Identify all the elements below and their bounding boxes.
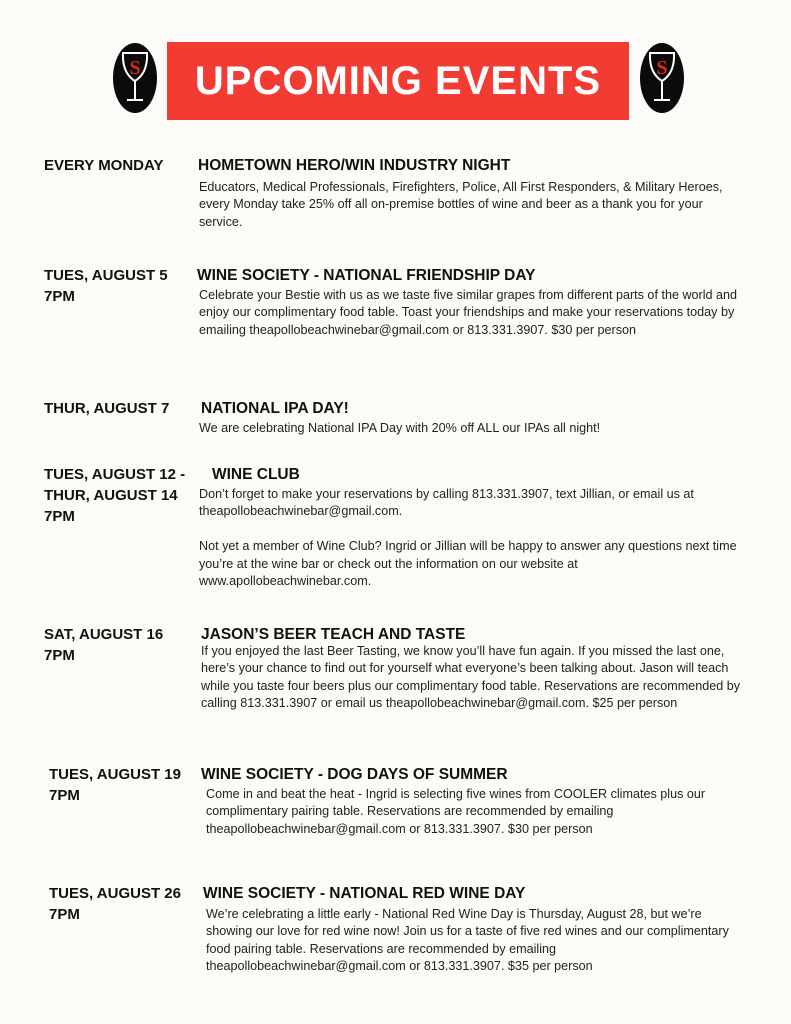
event-date: TUES, AUGUST 12 - THUR, AUGUST 14 7PM xyxy=(44,466,186,525)
event-title: WINE SOCIETY - NATIONAL FRIENDSHIP DAY xyxy=(197,267,536,284)
event-date: THUR, AUGUST 7 xyxy=(44,400,170,417)
event-title: WINE SOCIETY - DOG DAYS OF SUMMER xyxy=(201,766,508,783)
logo-letter: S xyxy=(656,57,668,79)
event-description: We’re celebrating a little early - National Red Wine Day is Thursday, August 28, but we’re showing our love for red wine now! Join us for a taste of five red wines and our complimentary food pairing table. Reservations are recommended by emailing theapollobeachwinebar@gmail.com or 813.331.3907. $35 per person xyxy=(206,907,729,974)
wine-glass-logo-right xyxy=(640,43,684,113)
wine-glass-icon xyxy=(640,43,684,113)
event-title: HOMETOWN HERO/WIN INDUSTRY NIGHT xyxy=(198,157,511,174)
event-date: TUES, AUGUST 19 7PM xyxy=(49,766,181,804)
event-date: TUES, AUGUST 26 7PM xyxy=(49,885,181,923)
page-title: UPCOMING EVENTS xyxy=(194,58,602,103)
upcoming-events-banner xyxy=(167,42,629,120)
wine-glass-icon xyxy=(113,43,157,113)
event-description: Celebrate your Bestie with us as we taste five similar grapes from different parts of the world and enjoy our complimentary food table. Toast your friendships and make your reservations today by emailing theapollobeachwinebar@gmail.com or 813.331.3907. $30 per person xyxy=(199,288,738,337)
event-title: JASON’S BEER TEACH AND TASTE xyxy=(201,626,466,643)
event-description: Don’t forget to make your reservations by calling 813.331.3907, text Jillian, or email us at theapollobeachwinebar@gmail.com. Not yet a member of Wine Club? Ingrid or Jillian will be happy to answer any questions next time you’re at the wine bar or check out the information on our website at www.apollobeachwinebar.com. xyxy=(199,487,737,589)
event-description: Educators, Medical Professionals, Firefighters, Police, All First Responders, & Military Heroes, every Monday take 25% off all on-premise bottles of wine and beer as a thank you for your service. xyxy=(199,180,723,229)
event-description: If you enjoyed the last Beer Tasting, we know you’ll have fun again. If you missed the last one, here’s your chance to find out for yourself what everyone’s been talking about. Jason will teach while you taste four beers plus our complimentary food table. Reservations are recommended by calling 813.331.3907 or email us theapollobeachwinebar@gmail.com. $25 per person xyxy=(201,644,741,711)
event-title: WINE CLUB xyxy=(212,466,300,483)
event-date: TUES, AUGUST 5 7PM xyxy=(44,267,168,305)
event-date: SAT, AUGUST 16 7PM xyxy=(44,626,164,664)
wine-glass-logo-left xyxy=(113,43,157,113)
event-title: WINE SOCIETY - NATIONAL RED WINE DAY xyxy=(203,885,526,902)
event-title: NATIONAL IPA DAY! xyxy=(201,400,349,417)
event-description: Come in and beat the heat - Ingrid is selecting five wines from COOLER climates plus our complimentary pairing table. Reservations are recommended by emailing theapollobeachwinebar@gmail.com or 813.331.3907. $30 per person xyxy=(206,787,706,836)
event-date: EVERY MONDAY xyxy=(44,157,164,174)
logo-letter: S xyxy=(129,57,141,79)
event-description: We are celebrating National IPA Day with 20% off ALL our IPAs all night! xyxy=(199,421,601,435)
